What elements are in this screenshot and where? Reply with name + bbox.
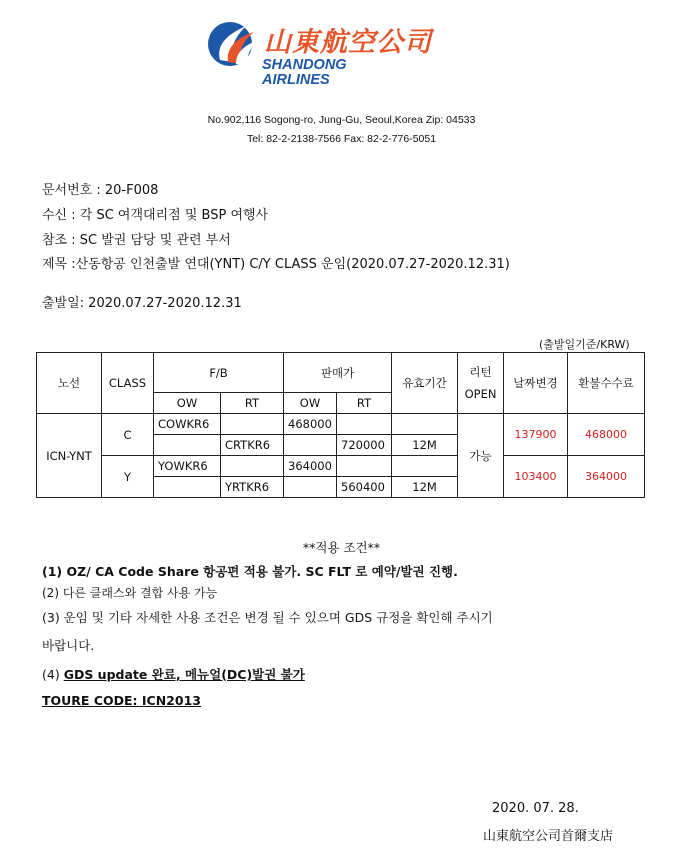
refund-fee-cell: 364000 (568, 456, 645, 498)
tour-code: TOURE CODE: ICN2013 (42, 693, 201, 708)
header-change-fee: 날짜변경 (504, 353, 568, 414)
price-rt-cell: 720000 (337, 435, 392, 456)
subject: 제목 :산동항공 인천출발 연대(YNT) C/Y CLASS 운임(2020.07.27-2020.12.31) (42, 257, 510, 272)
class-cell: Y (102, 456, 154, 498)
airline-logo (206, 14, 466, 90)
logo-cjk-text: 山東航空公司 (264, 27, 432, 58)
fb-rt-cell (221, 414, 284, 435)
header-price: 판매가 (284, 353, 392, 393)
issue-date: 2020. 07. 28. (492, 801, 579, 816)
return-open-cell: 가능 (458, 414, 504, 498)
fare-table (36, 352, 645, 498)
condition-4-number: (4) (42, 667, 64, 682)
fb-rt-cell: CRTKR6 (221, 435, 284, 456)
table-row (37, 414, 645, 435)
fb-ow-cell (154, 477, 221, 498)
header-return-open (458, 353, 504, 414)
condition-4-text: GDS update 완료, 메뉴얼(DC)발권 불가 (63, 667, 305, 682)
validity-cell: 12M (392, 477, 458, 498)
header-route: 노선 (37, 353, 102, 414)
fb-ow-cell (154, 435, 221, 456)
departure-period: 출발일: 2020.07.27-2020.12.31 (42, 296, 242, 311)
price-ow-cell: 364000 (284, 456, 337, 477)
header-price-ow: OW (284, 393, 337, 414)
fb-ow-cell: YOWKR6 (154, 456, 221, 477)
fb-rt-cell: YRTKR6 (221, 477, 284, 498)
recipient: 수신 : 각 SC 여객대리점 및 BSP 여행사 (42, 208, 269, 223)
validity-cell (392, 414, 458, 435)
reference: 참조 : SC 발권 담당 및 관련 부서 (42, 233, 231, 248)
validity-cell: 12M (392, 435, 458, 456)
signature: 山東航空公司首爾支店 (483, 829, 614, 844)
price-ow-cell (284, 477, 337, 498)
header-validity: 유효기간 (392, 353, 458, 414)
price-ow-cell (284, 435, 337, 456)
header-return-open-line2: OPEN (464, 387, 497, 401)
class-cell: C (102, 414, 154, 456)
header-return-open-line1: 리턴 (469, 365, 492, 379)
fb-ow-cell: COWKR6 (154, 414, 221, 435)
price-rt-cell: 560400 (337, 477, 392, 498)
header-fb-ow: OW (154, 393, 221, 414)
address-line: No.902,116 Sogong-ro, Jung-Gu, Seoul,Korea Zip: 04533 (207, 114, 476, 126)
swirl-logo-icon (206, 14, 262, 70)
logo-english-line1: SHANDONG (262, 57, 347, 73)
condition-1: (1) OZ/ CA Code Share 항공편 적용 불가. SC FLT 로 예약/발권 진행. (42, 564, 458, 579)
condition-4 (42, 665, 305, 683)
price-rt-cell (337, 414, 392, 435)
phone-fax-line: Tel: 82-2-2138-7566 Fax: 82-2-776-5051 (246, 133, 437, 145)
logo-english-line2: AIRLINES (262, 72, 330, 88)
header-fb-rt: RT (221, 393, 284, 414)
unit-note: (출발일기준/KRW) (539, 338, 630, 351)
header-refund-fee: 환불수수료 (568, 353, 645, 414)
route-cell: ICN-YNT (37, 414, 102, 498)
conditions-title: **적용 조건** (302, 540, 381, 555)
condition-3-continued: 바랍니다. (42, 638, 95, 653)
refund-fee-cell: 468000 (568, 414, 645, 456)
price-ow-cell: 468000 (284, 414, 337, 435)
document-number: 문서번호 : 20-F008 (42, 183, 159, 198)
change-fee-cell: 137900 (504, 414, 568, 456)
validity-cell (392, 456, 458, 477)
table-row (37, 456, 645, 477)
fb-rt-cell (221, 456, 284, 477)
price-rt-cell (337, 456, 392, 477)
change-fee-cell: 103400 (504, 456, 568, 498)
condition-3: (3) 운임 및 기타 자세한 사용 조건은 변경 될 수 있으며 GDS 규정을 확인해 주시기 (42, 610, 493, 625)
header-fare-basis: F/B (154, 353, 284, 393)
header-class: CLASS (102, 353, 154, 414)
condition-2: (2) 다른 클래스와 결합 사용 가능 (42, 586, 218, 600)
header-price-rt: RT (337, 393, 392, 414)
logo-english-text (262, 58, 347, 88)
